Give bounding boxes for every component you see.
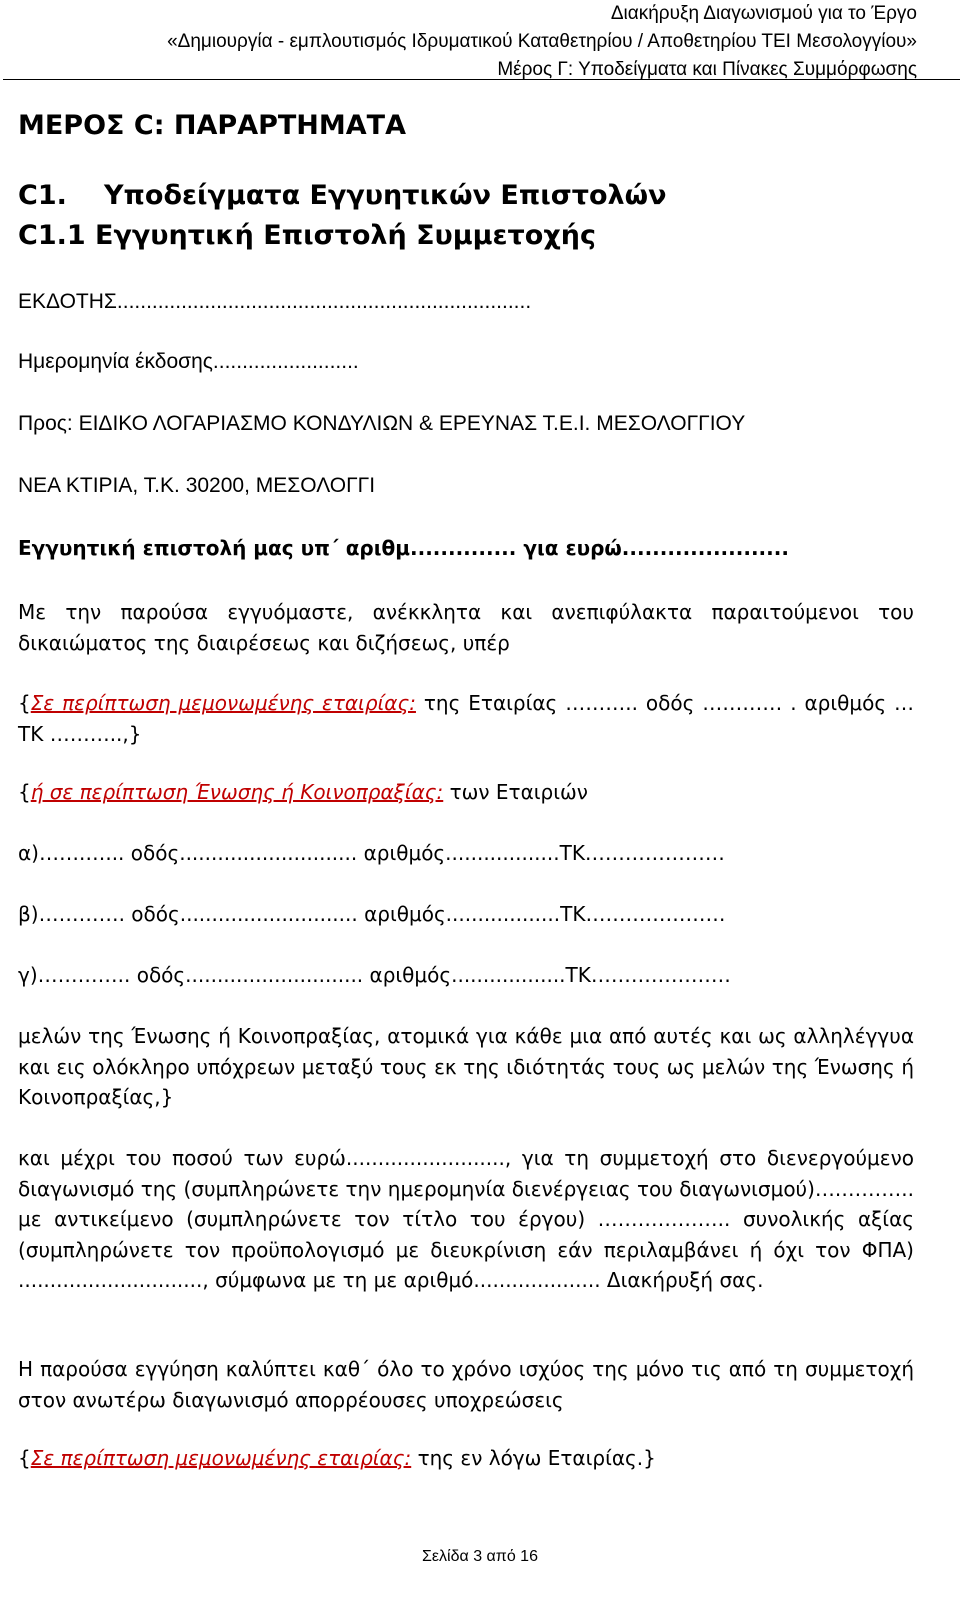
section-title: Υποδείγματα Εγγυητικών Επιστολών <box>104 180 667 211</box>
brace-open: { <box>18 780 31 804</box>
single-company-label: Σε περίπτωση μεμονωμένης εταιρίας: <box>30 691 416 715</box>
member-line-b: β)…………. οδός............................ αριθμός..................ΤΚ………………… <box>18 902 726 926</box>
section-heading <box>18 180 667 211</box>
joint-venture-label: ή σε περίπτωση Ένωσης ή Κοινοπραξίας: <box>30 780 444 804</box>
reference-line: Εγγυητική επιστολή μας υπ΄ αριθμ.............. για ευρώ...................... <box>18 536 789 560</box>
single-company-text: της Εταιρίας ……….. οδός ………… . αριθμός … ΤΚ ………..,} <box>18 691 914 746</box>
member-line-c: γ)………….. οδός............................ αριθμός..................ΤΚ………………… <box>18 963 731 987</box>
part-title: ΜΕΡΟΣ C: ΠΑΡΑΡΤΗΜΑΤΑ <box>18 110 406 141</box>
header-divider <box>3 79 960 80</box>
section-number: C1. <box>18 180 67 211</box>
members-paragraph: μελών της Ένωσης ή Κοινοπραξίας, ατομικά για κάθε μια από αυτές και ως αλληλέγγυα και εις ολόκληρο υπόχρεων μεταξύ τους εκ της ιδιότητάς τους ως μελών της Ένωσης ή Κοινοπραξίας,} <box>18 1024 914 1109</box>
page-header <box>167 0 917 84</box>
single-company-closing <box>18 1446 656 1470</box>
recipient-line: Προς: ΕΙΔΙΚΟ ΛΟΓΑΡΙΑΣΜΟ ΚΟΝΔΥΛΙΩΝ & ΕΡΕΥΝΑΣ Τ.Ε.Ι. ΜΕΣΟΛΟΓΓΙΟΥ <box>18 412 746 435</box>
amount-paragraph: και μέχρι του ποσού των ευρώ........................., για τη συμμετοχή στο διενεργούμενο διαγωνισμό της (συμπληρώνετε την ημερομηνία διενέργειας του διαγωνισμού)….……….. με αντικείμενο (συμπληρώνετε τον τίτλο του έργου) ……………….. συνολικής αξίας (συμπληρώνετε τον προϋπολογισμό με διευκρίνιση εάν περιλαμβάνει ή όχι τον ΦΠΑ) ............................., σύμφωνα με τη με αριθμό.................... Διακήρυξή σας. <box>18 1146 914 1292</box>
coverage-paragraph: Η παρούσα εγγύηση καλύπτει καθ΄ όλο το χρόνο ισχύος της μόνο τις από τη συμμετοχή στον ανωτέρω διαγωνισμό απορρέουσες υποχρεώσεις <box>18 1357 914 1412</box>
single-company-clause <box>18 688 914 749</box>
header-line-3: Μέρος Γ: Υποδείγματα και Πίνακες Συμμόρφωσης <box>497 59 917 80</box>
header-line-1: Διακήρυξη Διαγωνισμού για το Έργο <box>610 3 917 24</box>
member-line-a: α)…….…... οδός............................ αριθμός..................ΤΚ………………… <box>18 841 725 865</box>
joint-venture-text: των Εταιριών <box>443 780 588 804</box>
subsection-heading: C1.1 Εγγυητική Επιστολή Συμμετοχής <box>18 220 596 251</box>
address-line: ΝΕΑ ΚΤΙΡΙΑ, Τ.Κ. 30200, ΜΕΣΟΛΟΓΓΙ <box>18 474 376 497</box>
single-company-closing-text: της εν λόγω Εταιρίας.} <box>411 1446 656 1470</box>
header-line-2: «Δημιουργία - εμπλουτισμός Ιδρυματικού Καταθετηρίου / Αποθετηρίου ΤΕΙ Μεσολογγίου» <box>167 31 917 52</box>
intro-paragraph: Με την παρούσα εγγυόμαστε, ανέκκλητα και ανεπιφύλακτα παραιτούμενοι του δικαιώματος της διαιρέσεως και διζήσεως, υπέρ <box>18 600 914 655</box>
issue-date-line: Ημερομηνία έκδοσης......................... <box>18 350 359 373</box>
brace-open: { <box>18 1446 31 1470</box>
brace-open: { <box>18 691 31 715</box>
single-company-closing-label: Σε περίπτωση μεμονωμένης εταιρίας: <box>30 1446 412 1470</box>
page-footer: Σελίδα 3 από 16 <box>422 1548 538 1565</box>
joint-venture-clause <box>18 780 588 804</box>
issuer-line: ΕΚΔΟΤΗΣ....................................................................... <box>18 290 532 313</box>
